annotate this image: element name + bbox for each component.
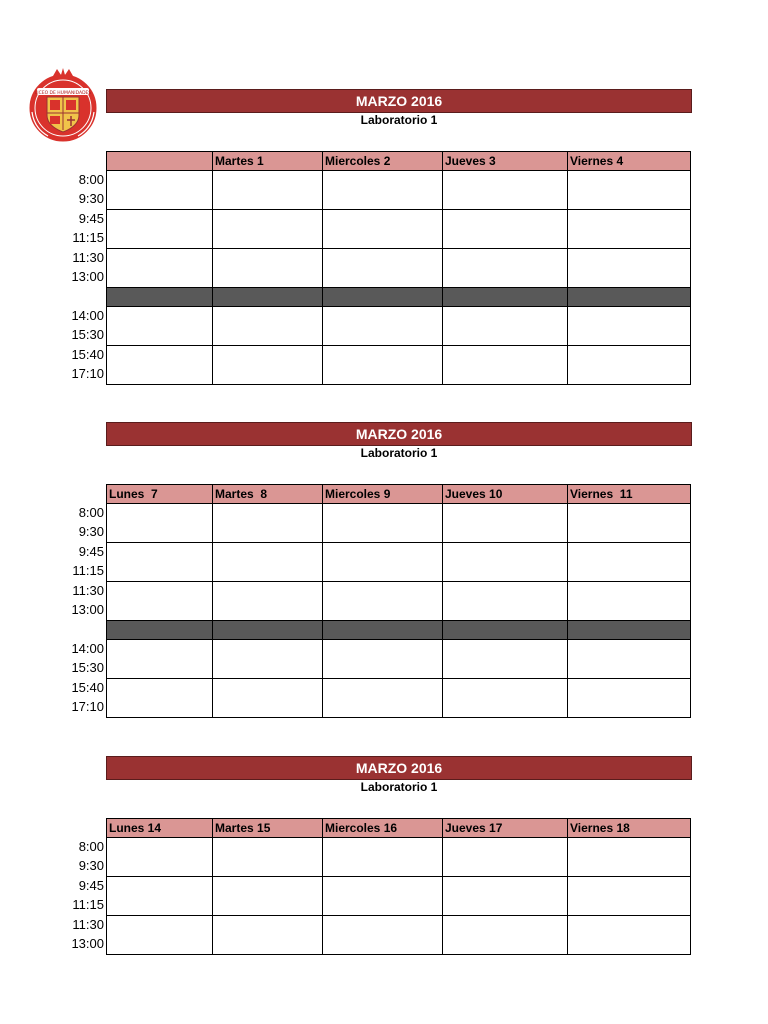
time-slot-row (107, 916, 691, 955)
schedule-cell[interactable] (213, 504, 323, 543)
schedule-cell[interactable] (323, 504, 443, 543)
schedule-cell[interactable] (443, 171, 568, 210)
slot-end-time: 13:00 (71, 602, 104, 617)
slot-start-time: 14:00 (71, 308, 104, 323)
time-slot-row (107, 307, 691, 346)
schedule-cell[interactable] (568, 504, 691, 543)
schedule-cell[interactable] (443, 543, 568, 582)
schedule-cell[interactable] (213, 582, 323, 621)
schedule-cell[interactable] (443, 307, 568, 346)
schedule-cell[interactable] (213, 171, 323, 210)
schedule-cell[interactable] (323, 346, 443, 385)
break-cell (568, 621, 691, 640)
schedule-cell[interactable] (323, 877, 443, 916)
schedule-cell[interactable] (107, 582, 213, 621)
slot-start-time: 11:30 (72, 583, 104, 598)
day-header: Martes 15 (213, 819, 323, 838)
schedule-cell[interactable] (323, 543, 443, 582)
schedule-cell[interactable] (568, 249, 691, 288)
schedule-cell[interactable] (443, 346, 568, 385)
day-header-row (107, 819, 691, 838)
slot-end-time: 11:15 (72, 230, 104, 245)
schedule-cell[interactable] (323, 838, 443, 877)
slot-end-time: 15:30 (71, 327, 104, 342)
time-slot-row (107, 877, 691, 916)
schedule-cell[interactable] (107, 838, 213, 877)
slot-end-time: 17:10 (71, 366, 104, 381)
day-header: Jueves 10 (443, 485, 568, 504)
schedule-cell[interactable] (213, 346, 323, 385)
schedule-cell[interactable] (107, 249, 213, 288)
time-slot-row (107, 543, 691, 582)
schedule-cell[interactable] (107, 543, 213, 582)
schedule-cell[interactable] (568, 543, 691, 582)
schedule-cell[interactable] (107, 640, 213, 679)
schedule-cell[interactable] (213, 543, 323, 582)
schedule-cell[interactable] (107, 679, 213, 718)
schedule-cell[interactable] (323, 249, 443, 288)
slot-end-time: 9:30 (78, 524, 104, 539)
time-slot-row (107, 346, 691, 385)
schedule-cell[interactable] (323, 679, 443, 718)
slot-start-time: 8:00 (78, 172, 104, 187)
day-header: Miercoles 2 (323, 152, 443, 171)
schedule-cell[interactable] (107, 877, 213, 916)
schedule-cell[interactable] (443, 210, 568, 249)
schedule-cell[interactable] (323, 210, 443, 249)
schedule-cell[interactable] (568, 210, 691, 249)
schedule-cell[interactable] (568, 838, 691, 877)
break-row (107, 621, 691, 640)
slot-end-time: 17:10 (71, 699, 104, 714)
slot-start-time: 14:00 (71, 641, 104, 656)
schedule-cell[interactable] (568, 679, 691, 718)
day-header-row (107, 485, 691, 504)
lab-subtitle: Laboratorio 1 (360, 446, 438, 460)
time-slot-row (107, 582, 691, 621)
break-cell (443, 288, 568, 307)
schedule-cell[interactable] (213, 307, 323, 346)
crest-arc-text: LICEO DE HUMANIDADES (34, 91, 92, 96)
schedule-cell[interactable] (443, 679, 568, 718)
month-title: MARZO 2016 (106, 422, 692, 446)
day-header: Miercoles 16 (323, 819, 443, 838)
day-header: Lunes 7 (107, 485, 213, 504)
schedule-cell[interactable] (107, 346, 213, 385)
schedule-cell[interactable] (443, 877, 568, 916)
schedule-cell[interactable] (107, 916, 213, 955)
day-header: Lunes 14 (107, 819, 213, 838)
slot-end-time: 15:30 (71, 660, 104, 675)
schedule-cell[interactable] (323, 640, 443, 679)
month-title: MARZO 2016 (106, 89, 692, 113)
slot-start-time: 11:30 (72, 250, 104, 265)
schedule-cell[interactable] (213, 679, 323, 718)
schedule-table (106, 151, 691, 385)
schedule-cell[interactable] (443, 249, 568, 288)
day-header: Jueves 17 (443, 819, 568, 838)
day-header: Viernes 4 (568, 152, 691, 171)
schedule-cell[interactable] (323, 307, 443, 346)
school-crest-logo (20, 68, 106, 144)
time-slot-row (107, 171, 691, 210)
schedule-cell[interactable] (213, 640, 323, 679)
schedule-cell[interactable] (443, 838, 568, 877)
slot-start-time: 15:40 (71, 347, 104, 362)
schedule-cell[interactable] (107, 307, 213, 346)
schedule-table (106, 818, 691, 955)
slot-end-time: 11:15 (72, 563, 104, 578)
break-cell (213, 288, 323, 307)
schedule-cell[interactable] (213, 916, 323, 955)
slot-start-time: 9:45 (78, 544, 104, 559)
break-cell (323, 288, 443, 307)
day-header: Martes 8 (213, 485, 323, 504)
schedule-cell[interactable] (443, 916, 568, 955)
time-slot-row (107, 679, 691, 718)
day-header (107, 152, 213, 171)
schedule-cell[interactable] (568, 171, 691, 210)
slot-end-time: 13:00 (71, 269, 104, 284)
schedule-cell[interactable] (568, 640, 691, 679)
schedule-cell[interactable] (568, 582, 691, 621)
slot-start-time: 8:00 (78, 839, 104, 854)
schedule-cell[interactable] (213, 838, 323, 877)
schedule-table (106, 484, 691, 718)
time-slot-row (107, 640, 691, 679)
schedule-cell[interactable] (323, 916, 443, 955)
schedule-cell[interactable] (213, 877, 323, 916)
time-slot-row (107, 504, 691, 543)
slot-end-time: 9:30 (78, 858, 104, 873)
schedule-cell[interactable] (568, 916, 691, 955)
lab-subtitle: Laboratorio 1 (360, 780, 438, 794)
break-cell (213, 621, 323, 640)
schedule-cell[interactable] (568, 877, 691, 916)
day-header-row (107, 152, 691, 171)
slot-start-time: 15:40 (71, 680, 104, 695)
slot-end-time: 9:30 (78, 191, 104, 206)
slot-start-time: 9:45 (78, 878, 104, 893)
slot-start-time: 11:30 (72, 917, 104, 932)
schedule-cell[interactable] (323, 582, 443, 621)
schedule-cell[interactable] (443, 640, 568, 679)
schedule-cell[interactable] (568, 346, 691, 385)
time-slot-row (107, 838, 691, 877)
break-cell (323, 621, 443, 640)
break-cell (443, 621, 568, 640)
schedule-cell[interactable] (213, 210, 323, 249)
day-header: Viernes 18 (568, 819, 691, 838)
schedule-cell[interactable] (107, 504, 213, 543)
time-slot-row (107, 210, 691, 249)
schedule-cell[interactable] (568, 307, 691, 346)
slot-start-time: 9:45 (78, 211, 104, 226)
slot-end-time: 11:15 (72, 897, 104, 912)
slot-end-time: 13:00 (71, 936, 104, 951)
time-slot-row (107, 249, 691, 288)
day-header: Viernes 11 (568, 485, 691, 504)
day-header: Miercoles 9 (323, 485, 443, 504)
day-header: Martes 1 (213, 152, 323, 171)
schedule-cell[interactable] (213, 249, 323, 288)
break-cell (568, 288, 691, 307)
schedule-cell[interactable] (107, 171, 213, 210)
month-title: MARZO 2016 (106, 756, 692, 780)
break-cell (107, 288, 213, 307)
day-header: Jueves 3 (443, 152, 568, 171)
schedule-cell[interactable] (323, 171, 443, 210)
schedule-cell[interactable] (107, 210, 213, 249)
schedule-cell[interactable] (443, 582, 568, 621)
lab-subtitle: Laboratorio 1 (360, 113, 438, 127)
schedule-cell[interactable] (443, 504, 568, 543)
slot-start-time: 8:00 (78, 505, 104, 520)
break-cell (107, 621, 213, 640)
break-row (107, 288, 691, 307)
